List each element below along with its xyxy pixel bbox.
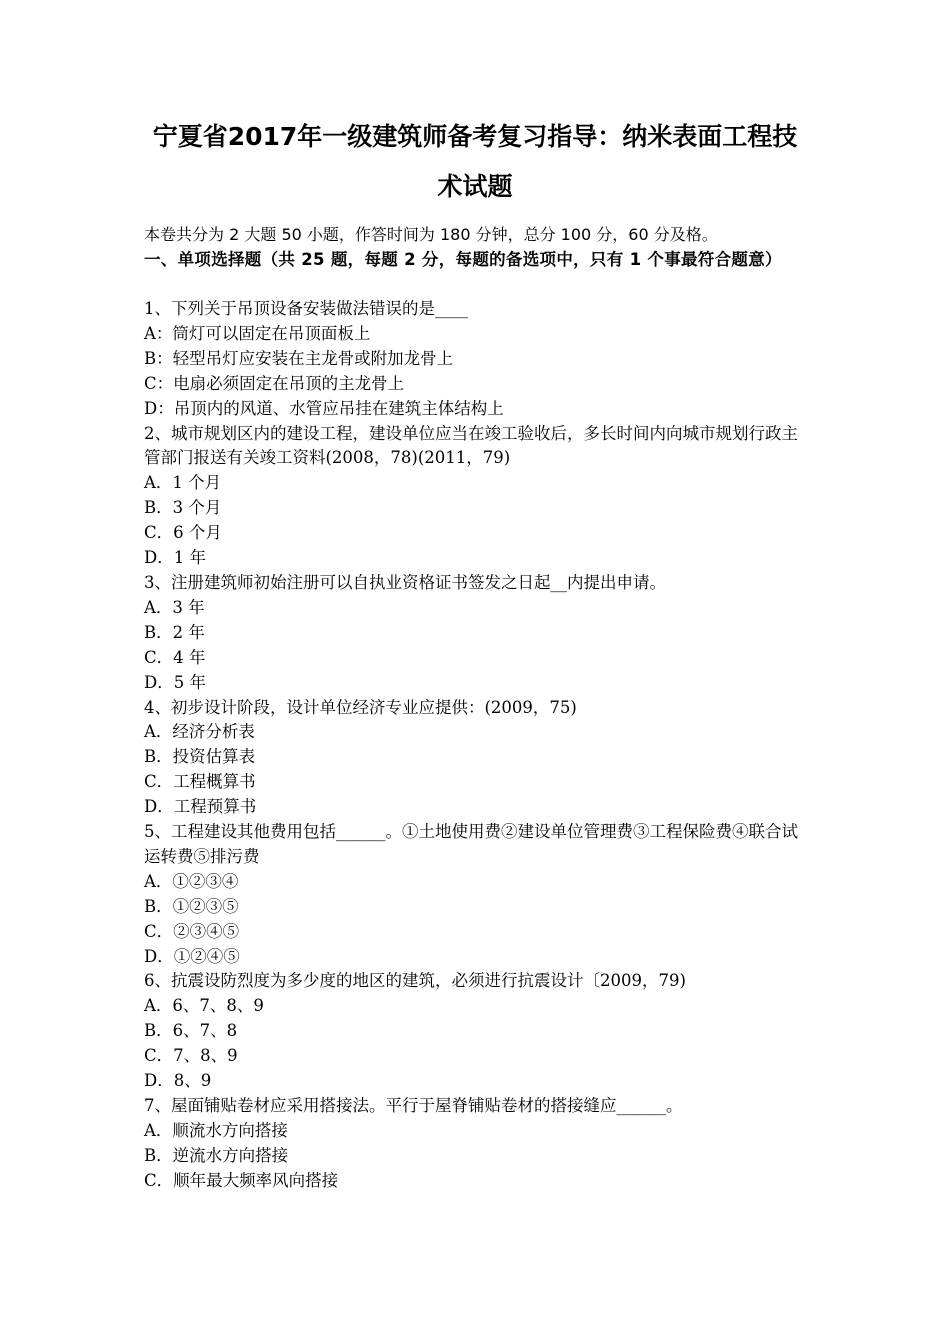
- answer-option: B：轻型吊灯应安装在主龙骨或附加龙骨上: [144, 348, 454, 368]
- answer-option: C：电扇必须固定在吊顶的主龙骨上: [144, 373, 405, 393]
- question-block: [144, 696, 810, 821]
- section-heading: 一、单项选择题（共 25 题，每题 2 分，每题的备选项中，只有 1 个事最符合题意）: [144, 250, 782, 269]
- question-list: [144, 297, 810, 1194]
- answer-option: A：筒灯可以固定在吊顶面板上: [144, 323, 371, 343]
- document-title-line-1: 宁夏省2017年一级建筑师备考复习指导：纳米表面工程技: [152, 122, 798, 151]
- question-stem: 2、城市规划区内的建设工程，建设单位应当在竣工验收后，多长时间内向城市规划行政主管部门报送有关竣工资料(2008，78)(2011，79): [144, 423, 798, 468]
- answer-option: A．1 个月: [144, 473, 222, 493]
- answer-option: C．②③④⑤: [144, 921, 240, 941]
- answer-option: D．8、9: [144, 1071, 212, 1091]
- answer-option: A．①②③④: [144, 871, 239, 891]
- question-block: [144, 297, 810, 422]
- answer-option: A．顺流水方向搭接: [144, 1120, 288, 1140]
- answer-option: B．投资估算表: [144, 747, 256, 767]
- question-stem: 4、初步设计阶段，设计单位经济专业应提供：(2009，75): [144, 697, 577, 717]
- answer-option: B．①②③⑤: [144, 896, 239, 916]
- answer-option: D．工程预算书: [144, 797, 257, 817]
- question-stem: 7、屋面铺贴卷材应采用搭接法。平行于屋脊铺贴卷材的搭接缝应______。: [144, 1096, 683, 1115]
- document-title-line-2: 术试题: [437, 172, 513, 201]
- answer-option: C．6 个月: [144, 523, 222, 543]
- answer-option: A．3 年: [144, 597, 205, 617]
- exam-intro: 本卷共分为 2 大题 50 小题，作答时间为 180 分钟，总分 100 分，60 分及格。: [144, 225, 718, 244]
- answer-option: C．4 年: [144, 647, 206, 667]
- question-block: [144, 969, 810, 1094]
- answer-option: B．3 个月: [144, 498, 222, 518]
- answer-option: C．工程概算书: [144, 772, 256, 792]
- answer-option: B．2 年: [144, 622, 205, 642]
- question-stem: 1、下列关于吊顶设备安装做法错误的是____: [144, 299, 468, 318]
- question-block: [144, 820, 810, 969]
- answer-option: D．1 年: [144, 548, 206, 568]
- question-block: [144, 422, 810, 571]
- answer-option: D．5 年: [144, 672, 206, 692]
- answer-option: D：吊顶内的风道、水管应吊挂在建筑主体结构上: [144, 398, 504, 418]
- question-stem: 5、工程建设其他费用包括______。①土地使用费②建设单位管理费③工程保险费④联合试运转费⑤排污费: [144, 822, 798, 866]
- answer-option: A．6、7、8、9: [144, 996, 264, 1016]
- question-stem: 6、抗震设防烈度为多少度的地区的建筑，必须进行抗震设计〔2009，79): [144, 971, 686, 991]
- question-block: [144, 1094, 810, 1194]
- answer-option: A．经济分析表: [144, 722, 255, 742]
- answer-option: D．①②④⑤: [144, 946, 240, 966]
- question-stem: 3、注册建筑师初始注册可以自执业资格证书签发之日起__内提出申请。: [144, 572, 666, 592]
- question-block: [144, 571, 810, 696]
- answer-option: B．6、7、8: [144, 1021, 238, 1041]
- answer-option: B．逆流水方向搭接: [144, 1145, 289, 1165]
- answer-option: C．顺年最大频率风向搭接: [144, 1170, 339, 1190]
- answer-option: C．7、8、9: [144, 1046, 238, 1066]
